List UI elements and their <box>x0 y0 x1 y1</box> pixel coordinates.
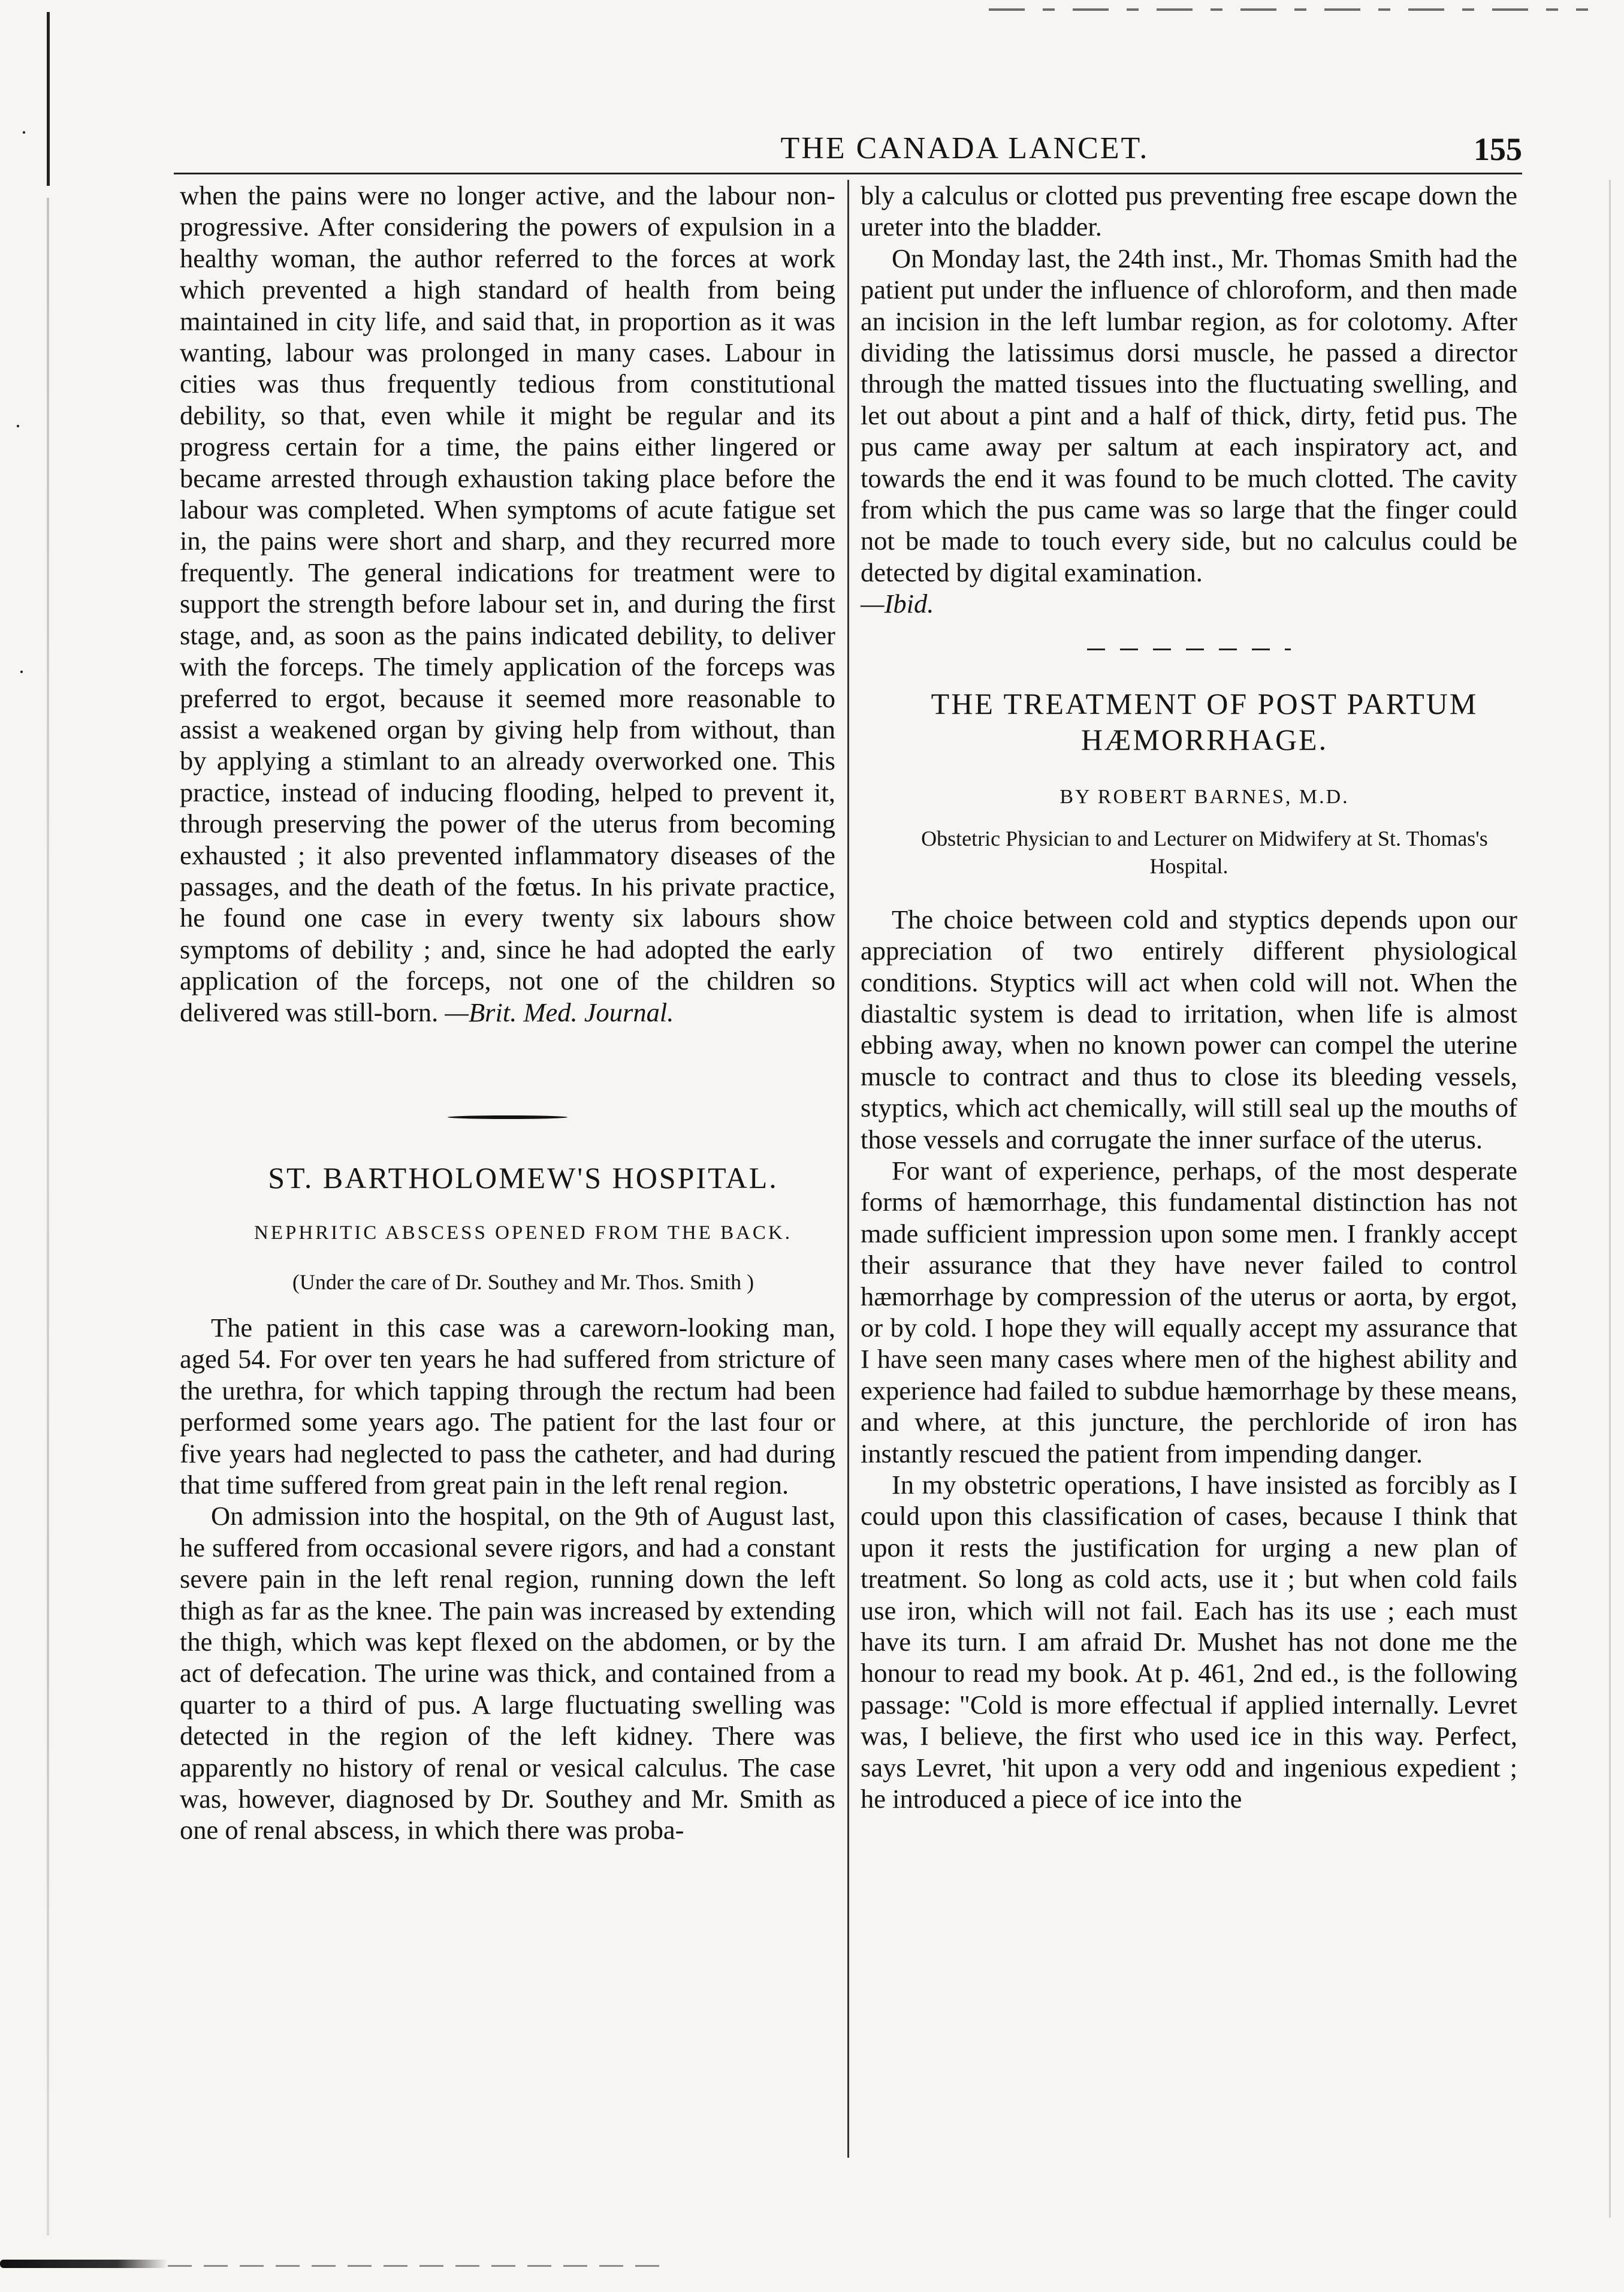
source-citation: —Brit. Med. Journal. <box>445 997 674 1027</box>
article-paragraph: bly a calculus or clotted pus preventing free escape down the ureter into the bladder. <box>861 180 1517 242</box>
scan-edge-shadow <box>47 198 49 2236</box>
section-title: ST. BARTHOLOMEW'S HOSPITAL. <box>268 1160 778 1195</box>
care-note: (Under the care of Dr. Southey and Mr. Thos. Smith ) <box>292 1269 754 1294</box>
article-paragraph: The patient in this case was a careworn-looking man, aged 54. For over ten years he had suffered from stricture of the urethra, for which tapping through the rectum had been performed some years ago. The patient for the last four or five years had neglected to pass the catheter, and had during that time suffered from great pain in the left renal region. <box>180 1312 835 1500</box>
spacer <box>180 1196 835 1217</box>
spacer <box>861 880 1517 904</box>
margin-speck: · <box>18 660 25 684</box>
spacer <box>180 1028 835 1100</box>
spacer <box>861 668 1517 686</box>
section-title-line-1: THE TREATMENT OF POST PARTUM <box>931 686 1478 720</box>
scan-edge-shadow-right <box>1609 180 1611 2218</box>
scan-bottom-smear <box>0 2260 168 2268</box>
article-paragraph <box>180 180 835 1028</box>
section-ornament <box>180 1100 835 1136</box>
margin-speck: · <box>20 120 28 144</box>
left-column <box>180 180 835 1846</box>
article-paragraph: On Monday last, the 24th inst., Mr. Thomas Smith had the patient put under the influence of chloroform, and then made an incision in the left lumbar region, as for colotomy. After dividing the latissimus dorsi muscle, he passed a director through the matted tissues into the fluctuating swelling, and let out about a pint and a half of thick, dirty, fetid pus. The pus came away per saltum at each inspiratory act, and towards the end it was found to be much clotted. The cavity from which the pus came was so large that the finger could not be made to touch every side, but no calculus could be detected by digital examination. <box>861 243 1517 587</box>
scan-bottom-artifact <box>168 2265 671 2267</box>
scan-edge-mark <box>47 12 50 186</box>
author-byline: BY ROBERT BARNES, M.D. <box>1059 785 1350 808</box>
paragraph-text: when the pains were no longer active, and the labour non-progressive. After considering the powers of expulsion in a healthy woman, the author referred to the forces at work which prevented a high standard of health from being maintained in city life, and said that, in proportion as it was wanting, labour was prolonged in many cases. Labour in cities was thus frequently tedious from constitutional debility, so that, even while it might be regular and its progress certain for a time, the pains either lingered or became arrested through exhaustion taking place before the labour was completed. When symptoms of acute fatigue set in, the pains were short and sharp, and they recurred more frequently. The general indications for treatment were to support the strength before labour set in, and during the first stage, and, as soon as the pains indicated debility, to deliver with the forceps. The timely application of the forceps was preferred to ergot, because it seemed more reasonable to assist a weakened organ by giving help from without, than by applying a stimlant to an already overworked one. This practice, instead of inducing flooding, helped to prevent it, through preserving the power of the uterus from becoming exhausted ; it also prevented inflammatory diseases of the passages, and the death of the fœtus. In his private practice, he found one case in every twenty six labours show symptoms of debility ; and, since he had adopted the early application of the forceps, not one of the children so delivered was still-born. <box>180 180 835 1027</box>
header-rule <box>174 173 1522 174</box>
spacer <box>180 1136 835 1160</box>
page-number: 155 <box>1474 131 1522 167</box>
section-title-line-2: HÆMORRHAGE. <box>1080 722 1329 756</box>
spacer <box>861 758 1517 782</box>
spacer <box>861 813 1517 825</box>
journal-title: THE CANADA LANCET. <box>780 131 1149 165</box>
spacer <box>180 1298 835 1312</box>
author-affiliation: Obstetric Physician to and Lecturer on Midwifery at St. Thomas's Hospital. <box>921 826 1488 878</box>
spacer <box>861 620 1517 632</box>
section-ornament <box>861 632 1517 668</box>
article-paragraph: On admission into the hospital, on the 9th of August last, he suffered from occasional severe rigors, and had a constant severe pain in the left renal region, running down the left thigh as far as the knee. The pain was increased by extending the thigh, which was kept flexed on the abdomen, or by the act of defecation. The urine was thick, and contained from a quarter to a third of pus. A large fluctuating swelling was detected in the region of the left kidney. There was apparently no history of renal or vesical calculus. The case was, however, diagnosed by Dr. Southey and Mr. Smith as one of renal abscess, in which there was proba- <box>180 1501 835 1845</box>
right-column <box>861 180 1517 1814</box>
margin-speck: · <box>14 414 22 438</box>
scan-top-artifact <box>989 8 1588 11</box>
article-paragraph: In my obstetric operations, I have insisted as forcibly as I could upon this classification of cases, because I think that upon it rests the justification for urging a new plan of treatment. So long as cold acts, use it ; but when cold fails use iron, which will not fail. Each has its use ; each must have its turn. I am afraid Dr. Mushet has not done me the honour to read my book. At p. 461, 2nd ed., is the following passage: "Cold is more effectual if applied internally. Levret was, I believe, the first who used ice in this way. Perfect, says Levret, 'hit upon a very odd and ingenious expedient ; he introduced a piece of ice into the <box>861 1470 1517 1814</box>
spacer <box>180 1248 835 1266</box>
section-subhead: NEPHRITIC ABSCESS OPENED FROM THE BACK. <box>253 1222 793 1244</box>
source-citation-text: —Ibid. <box>861 589 934 619</box>
column-divider <box>847 180 849 2158</box>
source-citation <box>861 588 1517 619</box>
article-paragraph: For want of experience, perhaps, of the most desperate forms of hæmorrhage, this fundamental distinction has not made sufficient impression upon some men. I frankly accept their assurance that they have never failed to control hæmorrhage by compression of the uterus or aorta, by ergot, or by cold. I hope they will equally accept my assurance that I have seen many cases where men of the highest ability and experience had failed to subdue hæmorrhage by these means, and where, at this juncture, the perchloride of iron has instantly rescued the patient from impending danger. <box>861 1155 1517 1468</box>
running-head <box>174 131 1522 173</box>
article-paragraph: The choice between cold and styptics depends upon our appreciation of two entirely different physiological conditions. Styptics will act when cold will not. When the diastaltic system is dead to irritation, when life is almost ebbing away, when no known power can compel the uterine muscle to contract and thus to close its bleeding vessels, styptics, which act chemically, will still seal up the mouths of those vessels and corrugate the inner surface of the uterus. <box>861 904 1517 1154</box>
